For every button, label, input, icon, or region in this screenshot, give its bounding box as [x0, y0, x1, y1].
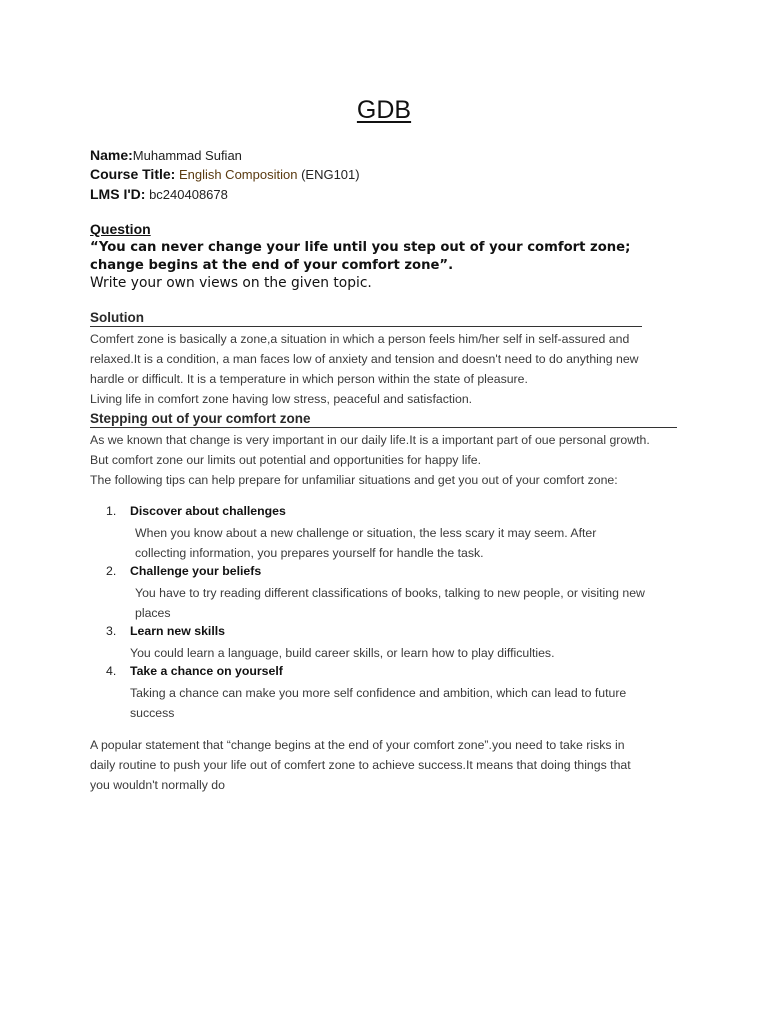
- list-item-line: You could learn a language, build career skills, or learn how to play difficulties.: [130, 646, 555, 660]
- question-quote-line: change begins at the end of your comfort zone”.: [90, 258, 454, 273]
- name-label: Name:: [90, 147, 133, 163]
- paragraph-line: A popular statement that “change begins at the end of your comfort zone”.you need to take risks in: [90, 738, 625, 752]
- paragraph-line: you wouldn't normally do: [90, 778, 225, 792]
- conclusion-paragraph: [90, 735, 690, 795]
- list-item-line: collecting information, you prepares yourself for handle the task.: [135, 546, 484, 560]
- list-item-title: Challenge your beliefs: [130, 564, 262, 578]
- question-instruction: Write your own views on the given topic.: [90, 275, 372, 291]
- question-quote-line: “You can never change your life until you step out of your comfort zone;: [90, 240, 631, 255]
- paragraph-line: Comfert zone is basically a zone,a situation in which a person feels him/her self in self-assured and: [90, 332, 630, 346]
- list-item-title: Discover about challenges: [130, 504, 286, 518]
- paragraph-line: As we known that change is very important in our daily life.It is a important part of oue personal growth.: [90, 433, 650, 447]
- question-quote: [90, 239, 690, 275]
- paragraph-line: But comfort zone our limits out potential and opportunities for happy life.: [90, 453, 481, 467]
- list-item-body: [130, 643, 555, 663]
- course-label: Course Title:: [90, 166, 176, 182]
- question-heading: Question: [90, 221, 151, 237]
- list-number: 3.: [106, 624, 117, 638]
- list-item-title: Learn new skills: [130, 624, 226, 638]
- course-code: (ENG101): [301, 167, 360, 182]
- stepping-paragraph: [90, 430, 690, 490]
- list-number: 2.: [106, 564, 117, 578]
- list-item-line: You have to try reading different classifications of books, talking to new people, or visiting new: [135, 586, 645, 600]
- list-item-line: Taking a chance can make you more self confidence and ambition, which can lead to future: [130, 686, 627, 700]
- paragraph-line: daily routine to push your life out of comfert zone to achieve success.It means that doing things that: [90, 758, 631, 772]
- course-value: English Composition: [178, 167, 298, 182]
- name-value: Muhammad Sufian: [132, 148, 242, 163]
- list-item-title: Take a chance on yourself: [130, 664, 283, 678]
- list-number: 1.: [106, 504, 117, 518]
- list-number: 4.: [106, 664, 117, 678]
- solution-paragraph: [90, 329, 690, 409]
- stepping-heading: Stepping out of your comfort zone: [90, 410, 677, 428]
- list-item-body: [130, 683, 626, 723]
- name-line: [90, 147, 242, 163]
- paragraph-line: The following tips can help prepare for unfamiliar situations and get you out of your comfort zone:: [90, 473, 618, 487]
- solution-heading: Solution: [90, 309, 642, 327]
- paragraph-line: relaxed.It is a condition, a man faces low of anxiety and tension and doesn't need to do anything new: [90, 352, 639, 366]
- lms-label: LMS I'D:: [90, 186, 146, 202]
- list-item-body: [135, 523, 596, 563]
- lms-value: bc240408678: [149, 187, 228, 202]
- lms-line: [90, 186, 228, 202]
- paragraph-line: hardle or difficult. It is a temperature in which person within the state of pleasure.: [90, 372, 528, 386]
- list-item-line: When you know about a new challenge or situation, the less scary it may seem. After: [135, 526, 597, 540]
- list-item-body: [135, 583, 645, 623]
- list-item-line: success: [130, 706, 175, 720]
- paragraph-line: Living life in comfort zone having low stress, peaceful and satisfaction.: [90, 392, 473, 406]
- document-title: GDB: [356, 96, 412, 124]
- list-item-line: places: [135, 606, 171, 620]
- course-line: [90, 166, 360, 182]
